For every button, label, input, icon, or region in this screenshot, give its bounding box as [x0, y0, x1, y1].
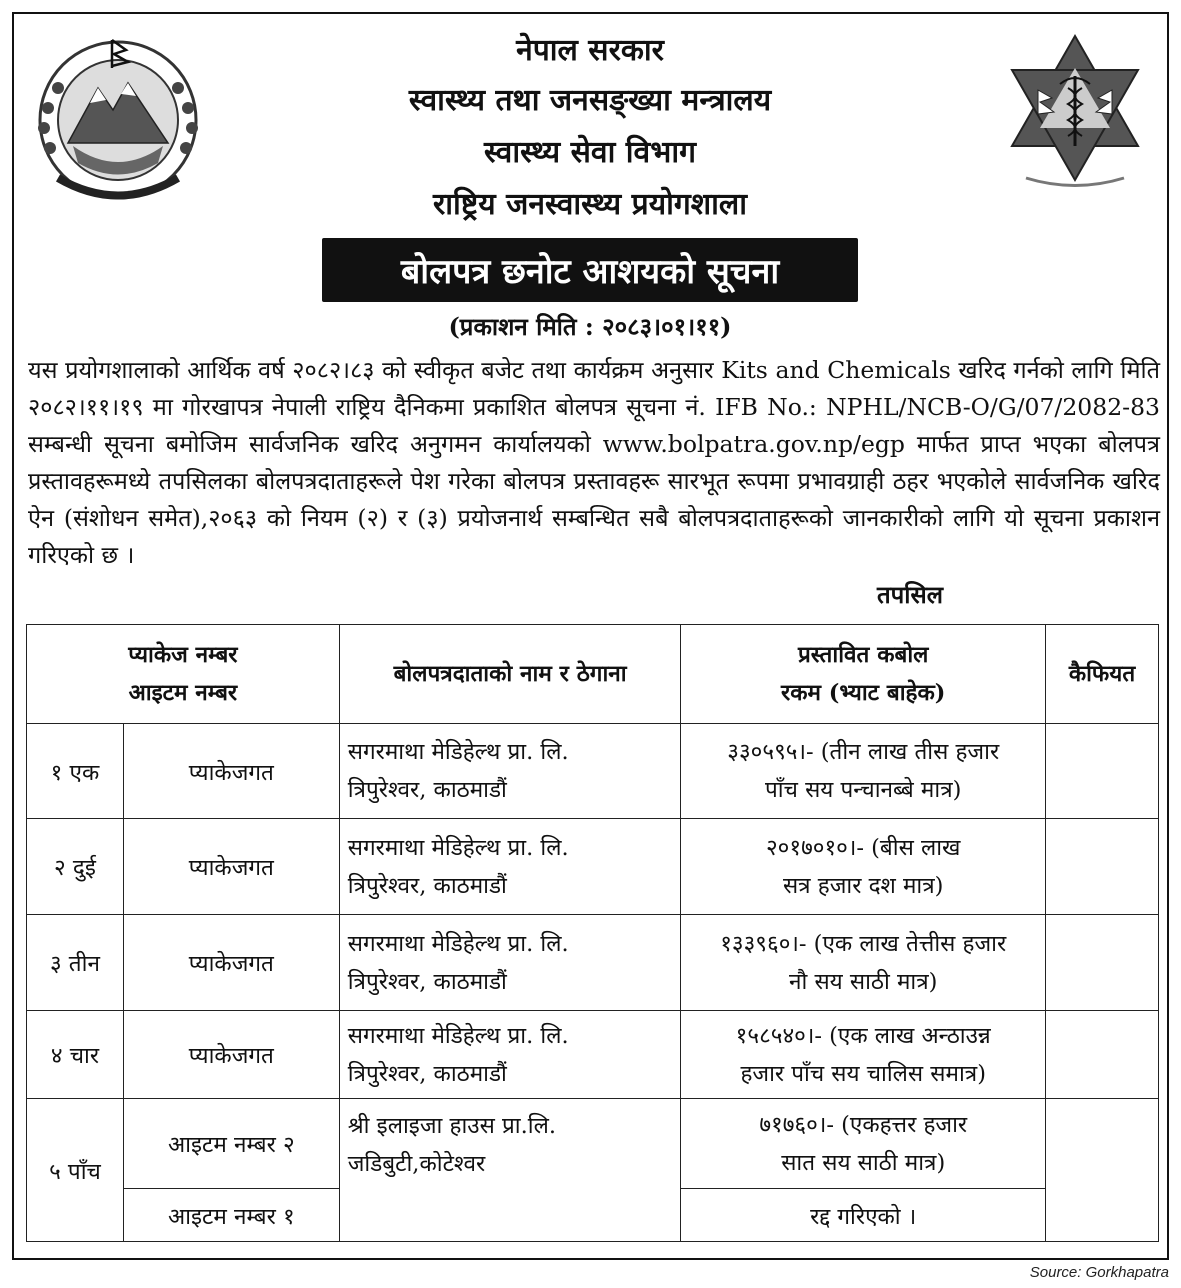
notice-paragraph: यस प्रयोगशालाको आर्थिक वर्ष २०८२।८३ को स्वीकृत बजेट तथा कार्यक्रम अनुसार Kits and Chemicals खरिद गर्नको लागि मिति २०८२।११।१९ मा गोरखापत्र नेपाली राष्ट्रिय दैनिकमा प्रकाशित बोलपत्र सूचना नं. IFB No.: NPHL/NCB-O/G/07/2082-83 सम्बन्धी सूचना बमोजिम सार्वजनिक खरिद अनुगमन कार्यालयको www.bolpatra.gov.np/egp मार्फत प्राप्त भएका बोलपत्र प्रस्तावहरूमध्ये तपसिलका बोलपत्रदाताहरूले पेश गरेका बोलपत्र प्रस्तावहरू सारभूत रूपमा प्रभावग्राही ठहर भएकोले सार्वजनिक खरिद ऐन (संशोधन समेत),२०६३ को नियम (२) र (३) प्रयोजनार्थ सम्बन्धित सबै बोलपत्रदाताहरूको जानकारीको लागि यो सूचना प्रकाशन गरिएको छ । — [28, 356, 1160, 569]
package-number: ३ तीन — [27, 915, 124, 1011]
laboratory-title: राष्ट्रिय जनस्वास्थ्य प्रयोगशाला — [432, 187, 748, 222]
details-heading: तपसिल — [876, 580, 944, 609]
bidder-address: त्रिपुरेश्वर, काठमाडौं — [347, 1060, 507, 1087]
item-number: प्याकेजगत — [123, 915, 339, 1011]
table-row — [27, 1011, 1159, 1099]
nepal-government-emblem — [28, 28, 208, 208]
bid-table — [26, 624, 1159, 1242]
item-number: प्याकेजगत — [123, 724, 339, 819]
remarks-cell — [1046, 724, 1159, 819]
header-amount-line1: प्रस्तावित कबोल — [798, 642, 929, 668]
amount-line2: हजार पाँच सय चालिस समात्र) — [740, 1060, 986, 1087]
remarks-cell — [1046, 819, 1159, 915]
header-package — [27, 625, 340, 724]
header-amount — [681, 625, 1046, 724]
package-number: २ दुई — [27, 819, 124, 915]
notice-banner: बोलपत्र छनोट आशयको सूचना — [322, 238, 858, 302]
table-header-row — [27, 625, 1159, 724]
source-credit: Source: Gorkhapatra — [1029, 1264, 1169, 1281]
bidder-address: त्रिपुरेश्वर, काठमाडौं — [347, 777, 507, 803]
amount-cancelled: रद्द गरिएको । — [681, 1189, 1046, 1242]
amount-cell — [681, 819, 1046, 915]
table-row — [27, 1099, 1159, 1189]
bidder-name: सगरमाथा मेडिहेल्थ प्रा. लि. — [347, 834, 569, 861]
amount-line2: पाँच सय पन्चानब्बे मात्र) — [765, 777, 962, 803]
bidder-name: सगरमाथा मेडिहेल्थ प्रा. लि. — [347, 930, 569, 957]
item-number: प्याकेजगत — [123, 819, 339, 915]
amount-cell — [681, 915, 1046, 1011]
header-remarks: कैफियत — [1046, 625, 1159, 724]
department-title: स्वास्थ्य सेवा विभाग — [484, 135, 696, 170]
bidder-name: सगरमाथा मेडिहेल्थ प्रा. लि. — [347, 1022, 569, 1049]
package-number: ५ पाँच — [27, 1099, 124, 1242]
publication-date: (प्रकाशन मिति : २०८३।०१।११) — [448, 312, 732, 341]
amount-cell — [681, 1099, 1046, 1189]
bidder-cell — [339, 915, 681, 1011]
bidder-cell — [339, 819, 681, 915]
item-number: आइटम नम्बर २ — [123, 1099, 339, 1189]
government-title: नेपाल सरकार — [516, 33, 664, 68]
header-amount-line2: रकम (भ्याट बाहेक) — [781, 680, 946, 706]
header-package-line2: आइटम नम्बर — [128, 680, 238, 706]
amount-line1: १३३९६०।- (एक लाख तेत्तीस हजार — [720, 930, 1007, 957]
amount-line2: सात सय साठी मात्र) — [781, 1149, 946, 1176]
amount-cell — [681, 1011, 1046, 1099]
remarks-cell — [1046, 915, 1159, 1011]
header-package-line1: प्याकेज नम्बर — [128, 642, 238, 668]
amount-line2: नौ सय साठी मात्र) — [788, 968, 938, 995]
package-number: ४ चार — [27, 1011, 124, 1099]
amount-line2: सत्र हजार दश मात्र) — [782, 872, 944, 899]
header-bidder: बोलपत्रदाताको नाम र ठेगाना — [339, 625, 681, 724]
table-row — [27, 724, 1159, 819]
amount-cell — [681, 724, 1046, 819]
item-number: आइटम नम्बर १ — [123, 1189, 339, 1242]
bidder-address: त्रिपुरेश्वर, काठमाडौं — [347, 968, 507, 995]
bidder-cell — [339, 1011, 681, 1099]
amount-line1: ३३०५९५।- (तीन लाख तीस हजार — [727, 739, 1000, 765]
bidder-cell — [339, 724, 681, 819]
bidder-cell — [339, 1099, 681, 1242]
remarks-cell — [1046, 1099, 1159, 1242]
bidder-address: जडिबुटी,कोटेश्वर — [347, 1151, 486, 1177]
remarks-cell — [1046, 1011, 1159, 1099]
bidder-name: सगरमाथा मेडिहेल्थ प्रा. लि. — [347, 739, 569, 765]
ministry-title: स्वास्थ्य तथा जनसङ्ख्या मन्त्रालय — [408, 83, 772, 118]
health-services-logo — [1000, 28, 1150, 190]
amount-line1: २०१७०१०।- (बीस लाख — [765, 834, 961, 861]
amount-line1: ७१७६०।- (एकहत्तर हजार — [759, 1111, 968, 1138]
table-row — [27, 915, 1159, 1011]
package-number: १ एक — [27, 724, 124, 819]
item-number: प्याकेजगत — [123, 1011, 339, 1099]
bidder-name: श्री इलाइजा हाउस प्रा.लि. — [347, 1113, 556, 1139]
bidder-address: त्रिपुरेश्वर, काठमाडौं — [347, 872, 507, 899]
amount-line1: १५८५४०।- (एक लाख अन्ठाउन्न — [735, 1022, 991, 1049]
table-row — [27, 819, 1159, 915]
